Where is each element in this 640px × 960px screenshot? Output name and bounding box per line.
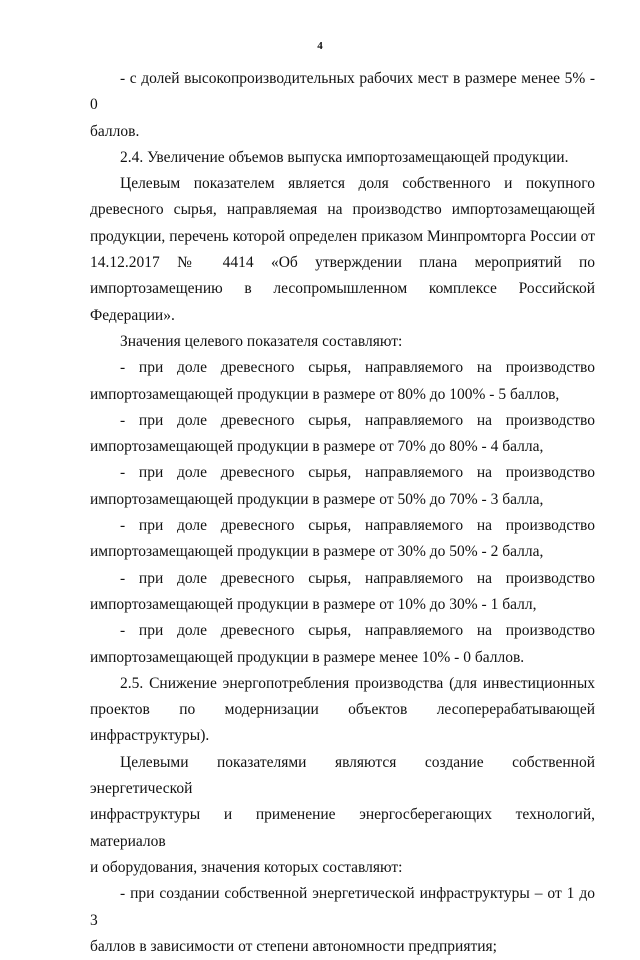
text-line: - при доле древесного сырья, направляемого на производство bbox=[120, 411, 595, 429]
text-line: - при доле древесного сырья, направляемого на производство bbox=[120, 517, 595, 535]
text-line: баллов. bbox=[90, 122, 140, 140]
text-line: продукции, перечень которой определен приказом Минпромторга России от bbox=[90, 227, 595, 245]
paragraph-values-intro bbox=[90, 329, 595, 355]
list-item-80-100 bbox=[90, 355, 595, 408]
list-item-10-30 bbox=[90, 566, 595, 619]
list-item-under-10 bbox=[90, 618, 595, 671]
text-line: импортозамещающей продукции в размере от 30% до 50% - 2 балла, bbox=[90, 543, 544, 561]
text-line: Федерации». bbox=[90, 306, 175, 324]
text-line: - при создании собственной энергетической инфраструктуры – от 1 до 3 bbox=[90, 885, 595, 929]
text-line: Целевым показателем является доля собственного и покупного bbox=[120, 175, 595, 193]
paragraph-target-indicator bbox=[90, 171, 595, 329]
text-line: 2.5. Снижение энергопотребления производства (для инвестиционных bbox=[120, 674, 595, 692]
list-item-70-80 bbox=[90, 408, 595, 461]
text-line: - при доле древесного сырья, направляемого на производство bbox=[120, 622, 595, 640]
text-line: Целевыми показателями являются создание собственной энергетической bbox=[90, 753, 595, 798]
text-line: импортозамещению в лесопромышленном комплексе Российской bbox=[90, 280, 595, 298]
text-line: импортозамещающей продукции в размере от 80% до 100% - 5 баллов, bbox=[90, 385, 560, 403]
text-line: импортозамещающей продукции в размере от 10% до 30% - 1 балл, bbox=[90, 595, 537, 613]
text-line: инфраструктуры и применение энергосберегающих технологий, материалов bbox=[90, 806, 595, 850]
list-item-own-energy-infrastructure bbox=[90, 881, 595, 960]
text-line: и оборудования, значения которых составляют: bbox=[90, 858, 403, 876]
list-item-30-50 bbox=[90, 513, 595, 566]
text-line: инфраструктуры). bbox=[90, 727, 210, 745]
text-line: древесного сырья, направляемая на производство импортозамещающей bbox=[90, 201, 595, 219]
section-heading-2-5 bbox=[90, 671, 595, 750]
text-line: импортозамещающей продукции в размере от 50% до 70% - 3 балла, bbox=[90, 490, 544, 508]
text-line: импортозамещающей продукции в размере от 70% до 80% - 4 балла, bbox=[90, 438, 544, 456]
text-line: - при доле древесного сырья, направляемого на производство bbox=[120, 359, 595, 377]
text-line: проектов по модернизации объектов лесоперерабатывающей bbox=[90, 701, 595, 719]
paragraph-energy-indicators bbox=[90, 750, 595, 881]
text-line: баллов в зависимости от степени автономности предприятия; bbox=[90, 937, 497, 955]
text-line: - с долей высокопроизводительных рабочих мест в размере менее 5% - 0 bbox=[90, 70, 595, 114]
text-line: Значения целевого показателя составляют: bbox=[120, 332, 403, 350]
text-line: импортозамещающей продукции в размере менее 10% - 0 баллов. bbox=[90, 648, 525, 666]
text-line: 14.12.2017 № 4414 «Об утверждении плана мероприятий по bbox=[90, 254, 595, 272]
text-line: - при доле древесного сырья, направляемого на производство bbox=[120, 569, 595, 587]
text-line: - при доле древесного сырья, направляемого на производство bbox=[120, 464, 595, 482]
document-body bbox=[90, 66, 595, 960]
page-number: 4 bbox=[317, 40, 323, 52]
paragraph-high-productivity-jobs bbox=[90, 66, 595, 145]
list-item-50-70 bbox=[90, 460, 595, 513]
text-line: 2.4. Увеличение объемов выпуска импортозамещающей продукции. bbox=[120, 148, 569, 166]
section-heading-2-4 bbox=[90, 145, 595, 171]
